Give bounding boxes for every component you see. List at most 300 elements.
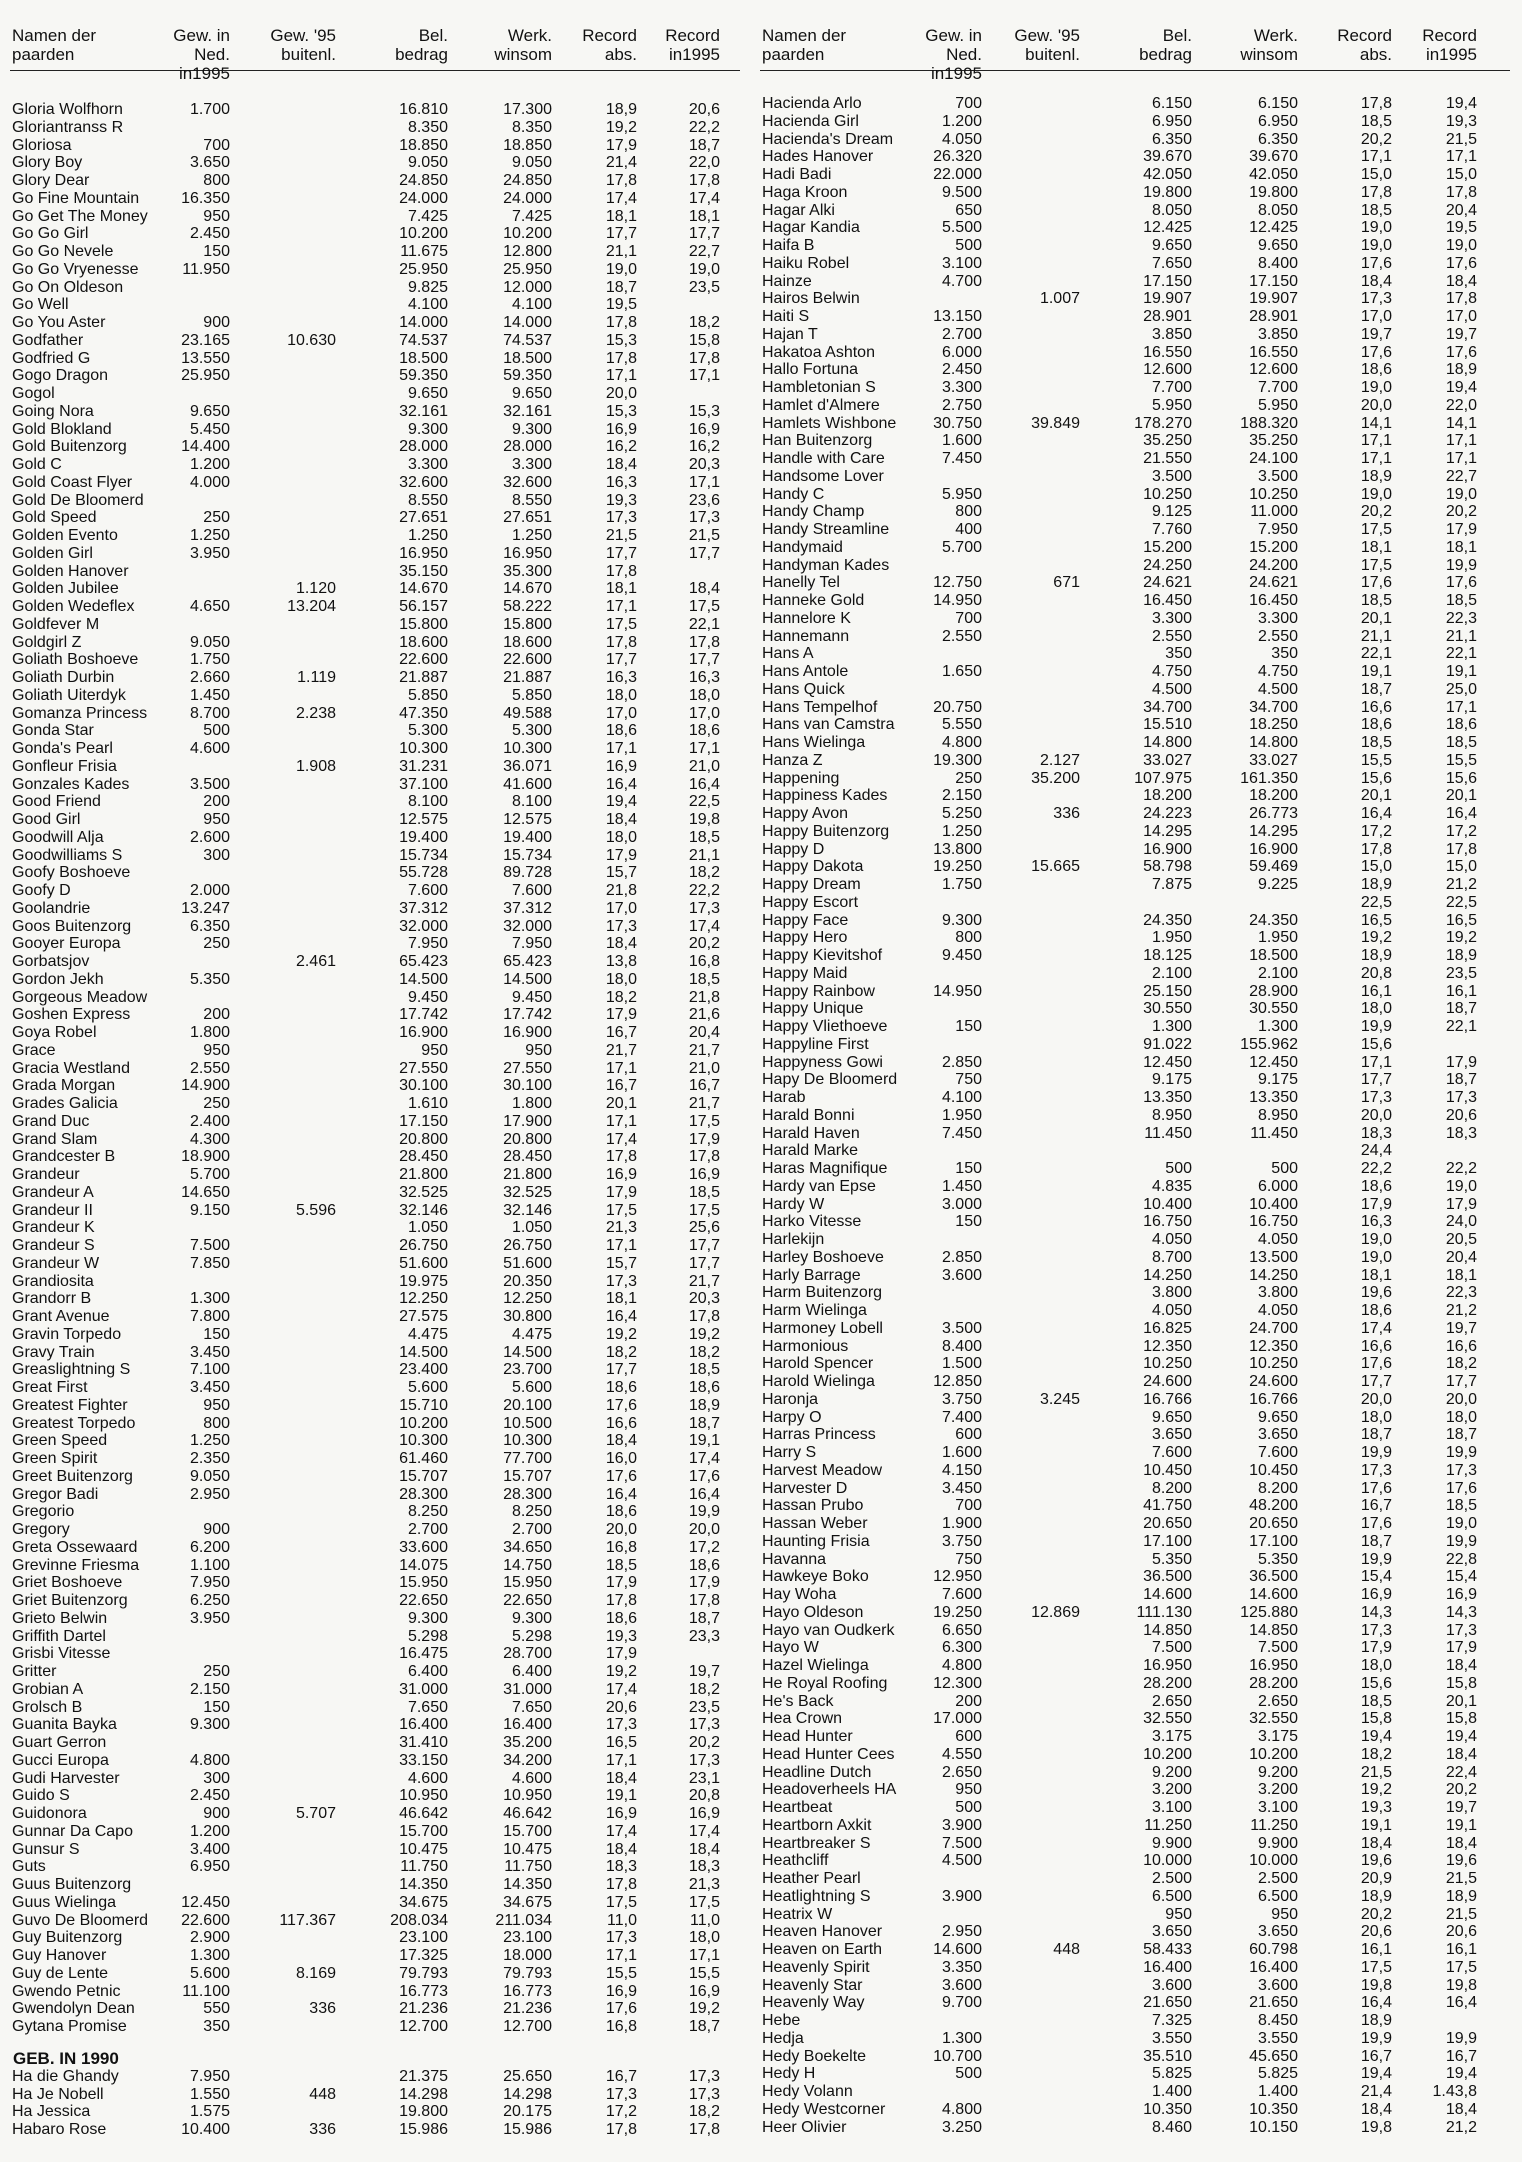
table-row	[760, 503, 1510, 521]
horse-name: Happy Buitenzorg	[762, 822, 890, 840]
won-ned-1995: 7.400	[941, 1408, 982, 1426]
table-row	[10, 1131, 740, 1149]
won-ned-1995: 950	[203, 1041, 230, 1059]
record-1995: 21,2	[1445, 2118, 1477, 2136]
record-1995: 17,6	[1445, 254, 1477, 272]
prize-amount: 12.250	[399, 1290, 448, 1308]
prize-amount: 23.100	[399, 1929, 448, 1947]
prize-amount: 3.650	[1151, 1923, 1192, 1941]
table-row	[10, 580, 740, 598]
record-1995: 17,5	[688, 1201, 720, 1219]
horse-name: Golden Hanover	[12, 562, 129, 580]
actual-sum: 35.300	[503, 562, 552, 580]
actual-sum: 18.000	[503, 1947, 552, 1964]
won-ned-1995: 13.150	[933, 308, 982, 325]
horse-name: Gravin Torpedo	[12, 1325, 122, 1343]
record-1995: 20,2	[1445, 503, 1477, 521]
record-abs: 19,1	[1360, 663, 1392, 680]
table-row	[10, 829, 740, 847]
actual-sum: 6.400	[511, 1663, 552, 1680]
horse-name: Hades Hanover	[762, 148, 874, 166]
won-abroad-1995: 671	[1053, 574, 1080, 592]
record-abs: 17,6	[1360, 1355, 1392, 1373]
actual-sum: 350	[1271, 645, 1298, 663]
record-1995: 16,8	[688, 953, 720, 970]
record-abs: 17,9	[605, 1645, 637, 1663]
prize-amount: 7.500	[1151, 1639, 1192, 1657]
actual-sum: 950	[1271, 1905, 1298, 1923]
actual-sum: 32.550	[1249, 1710, 1298, 1728]
record-abs: 19,6	[1360, 1284, 1392, 1302]
record-1995: 17,3	[688, 899, 720, 917]
record-1995: 23,5	[688, 1698, 720, 1716]
actual-sum: 3.100	[1257, 1799, 1298, 1816]
horse-name: Harmoney Lobell	[762, 1319, 883, 1337]
record-1995: 17,8	[688, 2121, 720, 2138]
prize-amount: 39.670	[1143, 148, 1192, 166]
prize-amount: 10.250	[1143, 1355, 1192, 1373]
won-ned-1995: 3.650	[189, 154, 230, 172]
actual-sum: 77.700	[503, 1450, 552, 1467]
horse-name: Hebe	[762, 2012, 801, 2029]
record-1995: 17,7	[688, 1254, 720, 1272]
horse-name: Handy Champ	[762, 503, 865, 521]
prize-amount: 58.433	[1143, 1941, 1192, 1958]
left-rows	[10, 101, 740, 2036]
prize-amount: 500	[1165, 1160, 1192, 1177]
horse-name: Hadi Badi	[762, 166, 832, 183]
actual-sum: 15.950	[503, 1574, 552, 1592]
prize-amount: 10.200	[399, 1414, 448, 1432]
table-row	[760, 841, 1510, 859]
table-row	[10, 1379, 740, 1397]
record-abs: 22,2	[1360, 1160, 1392, 1177]
won-ned-1995: 4.100	[941, 1089, 982, 1106]
prize-amount: 10.350	[1143, 2100, 1192, 2118]
actual-sum: 18.850	[503, 136, 552, 154]
record-abs: 18,9	[1360, 876, 1392, 893]
record-1995: 22,7	[688, 243, 720, 260]
record-1995: 18,9	[1445, 947, 1477, 964]
won-ned-1995: 3.750	[941, 1532, 982, 1550]
record-1995: 18,4	[688, 1840, 720, 1858]
actual-sum: 13.350	[1249, 1089, 1298, 1106]
prize-amount: 2.500	[1151, 1870, 1192, 1887]
won-ned-1995: 700	[955, 95, 982, 112]
actual-sum: 8.250	[511, 1503, 552, 1521]
won-abroad-1995: 448	[1053, 1941, 1080, 1958]
actual-sum: 2.500	[1257, 1870, 1298, 1887]
table-row	[10, 847, 740, 865]
horse-name: Grandcester B	[12, 1148, 116, 1166]
actual-sum: 10.200	[503, 225, 552, 243]
record-1995: 22,3	[1445, 1284, 1477, 1302]
actual-sum: 3.850	[1257, 325, 1298, 343]
table-row	[760, 202, 1510, 220]
won-abroad-1995: 15.665	[1031, 858, 1080, 876]
table-row	[10, 332, 740, 350]
prize-amount: 10.200	[399, 225, 448, 243]
table-row	[10, 1432, 740, 1450]
prize-amount: 55.728	[399, 864, 448, 882]
won-ned-1995: 3.100	[941, 254, 982, 272]
prize-amount: 31.231	[399, 757, 448, 775]
record-1995: 19,0	[688, 260, 720, 278]
record-abs: 17,7	[605, 1361, 637, 1379]
table-row	[760, 308, 1510, 326]
record-abs: 17,5	[605, 615, 637, 633]
record-1995: 18,2	[688, 2103, 720, 2121]
horse-name: Goodwilliams S	[12, 846, 123, 864]
actual-sum: 1.950	[1257, 929, 1298, 947]
actual-sum: 16.900	[503, 1024, 552, 1041]
table-row	[760, 1959, 1510, 1977]
won-ned-1995: 5.550	[941, 716, 982, 734]
horse-name: Hans Tempelhof	[762, 698, 878, 716]
actual-sum: 3.300	[1257, 609, 1298, 627]
table-row	[10, 1574, 740, 1592]
horse-name: Haga Kroon	[762, 183, 848, 201]
record-1995: 17,1	[688, 1947, 720, 1964]
actual-sum: 58.222	[503, 598, 552, 615]
won-abroad-1995: 13.204	[287, 598, 336, 615]
record-1995: 21,8	[688, 988, 720, 1006]
actual-sum: 8.100	[511, 793, 552, 811]
table-row	[10, 1663, 740, 1681]
horse-name: Hakatoa Ashton	[762, 343, 875, 361]
table-row	[10, 1912, 740, 1930]
table-row	[760, 1107, 1510, 1125]
record-abs: 19,0	[1360, 1231, 1392, 1248]
horse-name: Hazel Wielinga	[762, 1657, 869, 1674]
horse-name: Gwendolyn Dean	[12, 2000, 135, 2018]
header-prize-amount: Bel. bedrag	[1139, 26, 1192, 64]
table-row	[10, 563, 740, 581]
horse-name: Hans van Camstra	[762, 716, 895, 734]
record-abs: 17,3	[605, 1272, 637, 1290]
horse-name: Greaslightning S	[12, 1361, 131, 1379]
horse-name: Ha Je Nobell	[12, 2085, 104, 2103]
won-ned-1995: 4.800	[189, 1751, 230, 1769]
prize-amount: 36.500	[1143, 1568, 1192, 1586]
horse-name: Hans Quick	[762, 680, 845, 698]
record-abs: 19,0	[1360, 379, 1392, 396]
table-row	[10, 882, 740, 900]
won-ned-1995: 200	[955, 1692, 982, 1710]
table-row	[760, 2083, 1510, 2101]
record-abs: 18,3	[605, 1858, 637, 1876]
won-ned-1995: 150	[203, 1698, 230, 1716]
record-1995: 17,8	[1445, 840, 1477, 858]
won-ned-1995: 4.000	[189, 473, 230, 491]
record-abs: 17,1	[1360, 432, 1392, 450]
horse-name: Gold Speed	[12, 509, 97, 527]
record-1995: 18,7	[688, 136, 720, 154]
won-ned-1995: 600	[955, 1728, 982, 1745]
prize-amount: 7.600	[1151, 1444, 1192, 1461]
record-abs: 17,9	[605, 1574, 637, 1592]
record-abs: 19,8	[1360, 2118, 1392, 2136]
table-row	[760, 397, 1510, 415]
prize-amount: 9.200	[1151, 1763, 1192, 1781]
actual-sum: 59.350	[503, 367, 552, 385]
header-record-abs: Record abs.	[582, 26, 637, 64]
record-abs: 17,9	[605, 1006, 637, 1024]
record-abs: 19,4	[1360, 2065, 1392, 2083]
actual-sum: 21.887	[503, 669, 552, 686]
prize-amount: 16.400	[1143, 1958, 1192, 1976]
actual-sum: 11.250	[1250, 1816, 1298, 1834]
horse-name: Hedy Volann	[762, 2083, 853, 2100]
record-abs: 17,5	[1360, 521, 1392, 538]
prize-amount: 31.410	[399, 1734, 448, 1751]
record-1995: 19,0	[1445, 1177, 1477, 1195]
table-row	[760, 1409, 1510, 1427]
table-row	[10, 1361, 740, 1379]
won-ned-1995: 2.650	[941, 1763, 982, 1781]
actual-sum: 12.000	[503, 278, 552, 296]
prize-amount: 7.425	[407, 207, 448, 225]
record-abs: 18,7	[1360, 1426, 1392, 1444]
prize-amount: 20.800	[399, 1130, 448, 1148]
prize-amount: 24.850	[399, 172, 448, 189]
actual-sum: 16.450	[1249, 592, 1298, 609]
prize-amount: 28.450	[399, 1148, 448, 1166]
record-1995: 18,5	[688, 970, 720, 988]
horse-name: Golden Wedeflex	[12, 598, 135, 615]
table-row	[760, 592, 1510, 610]
actual-sum: 15.800	[503, 615, 552, 633]
record-1995: 23,6	[688, 491, 720, 509]
table-row	[760, 1480, 1510, 1498]
actual-sum: 15.200	[1249, 538, 1298, 556]
record-1995: 18,3	[1445, 1124, 1477, 1142]
prize-amount: 14.250	[1143, 1266, 1192, 1284]
record-1995: 17,3	[688, 2085, 720, 2103]
actual-sum: 32.000	[503, 917, 552, 935]
record-1995: 19,9	[1445, 556, 1477, 574]
won-ned-1995: 250	[955, 769, 982, 787]
horse-name: Hacienda's Dream	[762, 130, 894, 148]
table-row	[10, 243, 740, 261]
won-abroad-1995: 35.200	[1031, 769, 1080, 787]
record-abs: 20,0	[1360, 1106, 1392, 1124]
record-abs: 17,6	[605, 2000, 637, 2018]
horse-name: He Royal Roofing	[762, 1674, 888, 1692]
table-row	[760, 965, 1510, 983]
won-abroad-1995: 448	[309, 2085, 336, 2103]
horse-name: Goodwill Alja	[12, 828, 104, 846]
prize-amount: 14.600	[1143, 1586, 1192, 1603]
won-ned-1995: 3.250	[941, 2118, 982, 2136]
record-1995: 18,1	[1445, 1266, 1477, 1284]
record-abs: 19,4	[605, 793, 637, 811]
horse-name: Gonzales Kades	[12, 775, 130, 793]
won-ned-1995: 4.300	[189, 1130, 230, 1148]
prize-amount: 4.050	[1151, 1231, 1192, 1248]
actual-sum: 12.350	[1249, 1337, 1298, 1355]
table-row	[760, 166, 1510, 184]
record-1995: 17,7	[688, 651, 720, 669]
record-1995: 16,9	[1445, 1586, 1477, 1603]
actual-sum: 17.100	[1249, 1532, 1298, 1550]
actual-sum: 12.250	[503, 1290, 552, 1308]
actual-sum: 19.800	[1249, 183, 1298, 201]
record-1995: 18,2	[688, 1680, 720, 1698]
horse-name: Grieto Belwin	[12, 1609, 108, 1627]
actual-sum: 24.600	[1249, 1373, 1298, 1390]
table-row	[10, 474, 740, 492]
record-1995: 17,3	[688, 2067, 720, 2085]
won-ned-1995: 13.247	[181, 899, 230, 917]
record-abs: 14,3	[1360, 1603, 1392, 1621]
actual-sum: 17.742	[503, 1006, 552, 1024]
table-row	[10, 438, 740, 456]
record-abs: 11,0	[607, 1911, 637, 1929]
table-row	[10, 1699, 740, 1717]
record-1995: 18,5	[1445, 734, 1477, 751]
table-row	[10, 1486, 740, 1504]
horse-name: Hayo Oldeson	[762, 1603, 864, 1621]
won-ned-1995: 2.450	[941, 361, 982, 379]
table-row	[10, 740, 740, 758]
table-row	[10, 456, 740, 474]
actual-sum: 34.675	[503, 1893, 552, 1911]
horse-name: Go Fine Mountain	[12, 189, 140, 207]
won-ned-1995: 3.300	[941, 379, 982, 396]
record-1995: 18,9	[688, 1396, 720, 1414]
record-1995: 24,0	[1445, 1213, 1477, 1231]
won-ned-1995: 8.700	[189, 704, 230, 722]
actual-sum: 28.900	[1249, 982, 1298, 1000]
header-name: Namen der paarden	[762, 26, 847, 64]
prize-amount: 10.250	[1143, 485, 1192, 503]
table-row	[760, 1533, 1510, 1551]
won-ned-1995: 250	[203, 1663, 230, 1680]
table-row	[10, 1521, 740, 1539]
record-abs: 17,8	[605, 172, 637, 189]
table-row	[10, 527, 740, 545]
table-row	[10, 1965, 740, 1983]
won-ned-1995: 1.550	[189, 2085, 230, 2103]
won-ned-1995: 16.350	[181, 189, 230, 207]
horse-name: Gold Buitenzorg	[12, 438, 127, 456]
won-ned-1995: 3.400	[189, 1840, 230, 1858]
actual-sum: 1.400	[1257, 2083, 1298, 2100]
record-1995: 17,7	[688, 225, 720, 243]
record-1995: 14,3	[1445, 1603, 1477, 1621]
horse-name: Hacienda Arlo	[762, 95, 862, 112]
won-ned-1995: 3.000	[941, 1195, 982, 1213]
table-row	[10, 172, 740, 190]
table-row	[10, 261, 740, 279]
actual-sum: 16.550	[1249, 343, 1298, 361]
prize-amount: 16.766	[1143, 1390, 1192, 1408]
horse-name: Griet Buitenzorg	[12, 1592, 128, 1609]
record-1995: 15,4	[1445, 1568, 1477, 1586]
record-abs: 17,1	[1360, 1053, 1392, 1071]
record-abs: 18,5	[1360, 201, 1392, 219]
table-row	[760, 1977, 1510, 1995]
won-ned-1995: 1.575	[189, 2103, 230, 2121]
table-row	[760, 2012, 1510, 2030]
actual-sum: 4.475	[511, 1325, 552, 1343]
actual-sum: 18.500	[1249, 947, 1298, 964]
record-1995: 17,3	[1445, 1461, 1477, 1479]
horse-name: Glory Dear	[12, 172, 90, 189]
record-abs: 16,6	[1360, 698, 1392, 716]
record-1995: 17,3	[688, 1751, 720, 1769]
horse-name: Heavenly Spirit	[762, 1958, 870, 1976]
won-abroad-1995: 10.630	[287, 331, 336, 349]
record-1995: 23,3	[688, 1627, 720, 1645]
actual-sum: 15.707	[503, 1467, 552, 1485]
record-abs: 17,1	[1360, 148, 1392, 166]
record-abs: 20,9	[1360, 1870, 1392, 1887]
horse-name: Harvest Meadow	[762, 1461, 883, 1479]
record-1995: 17,0	[1445, 308, 1477, 325]
record-1995: 21,5	[1445, 1905, 1477, 1923]
record-1995: 16,9	[688, 1805, 720, 1822]
record-abs: 19,3	[1360, 1799, 1392, 1816]
record-abs: 18,4	[605, 811, 637, 828]
prize-amount: 32.600	[399, 473, 448, 491]
record-abs: 17,3	[1360, 1461, 1392, 1479]
actual-sum: 25.950	[503, 260, 552, 278]
won-ned-1995: 1.100	[189, 1556, 230, 1574]
horse-name: Goolandrie	[12, 899, 91, 917]
record-abs: 17,8	[605, 562, 637, 580]
record-abs: 19,0	[1360, 219, 1392, 237]
table-row	[760, 1941, 1510, 1959]
won-abroad-1995: 2.461	[295, 953, 336, 970]
table-row	[760, 1746, 1510, 1764]
actual-sum: 48.200	[1249, 1497, 1298, 1515]
prize-amount: 350	[1165, 645, 1192, 663]
header-actual-sum: Werk. winsom	[494, 26, 552, 64]
record-abs: 21,5	[605, 527, 637, 544]
record-1995: 16,9	[688, 420, 720, 438]
actual-sum: 14.750	[503, 1556, 552, 1574]
record-abs: 17,2	[605, 2103, 637, 2121]
record-1995: 23,5	[1445, 964, 1477, 982]
actual-sum: 8.450	[1257, 2012, 1298, 2029]
table-row	[760, 628, 1510, 646]
record-1995: 18,4	[1445, 1745, 1477, 1763]
won-ned-1995: 14.950	[933, 592, 982, 609]
horse-name: Harm Buitenzorg	[762, 1284, 883, 1302]
table-row	[760, 1089, 1510, 1107]
prize-amount: 46.642	[399, 1805, 448, 1822]
horse-name: Hayo van Oudkerk	[762, 1621, 895, 1639]
record-1995: 17,7	[1445, 1373, 1477, 1390]
table-row	[10, 634, 740, 652]
prize-amount: 16.950	[1143, 1657, 1192, 1674]
actual-sum: 24.850	[503, 172, 552, 189]
prize-amount: 19.400	[399, 828, 448, 846]
table-row	[10, 314, 740, 332]
actual-sum: 2.100	[1257, 964, 1298, 982]
prize-amount: 3.300	[1151, 609, 1192, 627]
record-1995: 17,8	[688, 633, 720, 651]
actual-sum: 5.350	[1257, 1550, 1298, 1568]
record-abs: 17,6	[1360, 1479, 1392, 1497]
won-abroad-1995: 336	[1053, 805, 1080, 822]
record-1995: 18,4	[1445, 1657, 1477, 1674]
record-abs: 17,6	[1360, 254, 1392, 272]
record-1995: 11,0	[690, 1911, 720, 1929]
table-row	[10, 1255, 740, 1273]
